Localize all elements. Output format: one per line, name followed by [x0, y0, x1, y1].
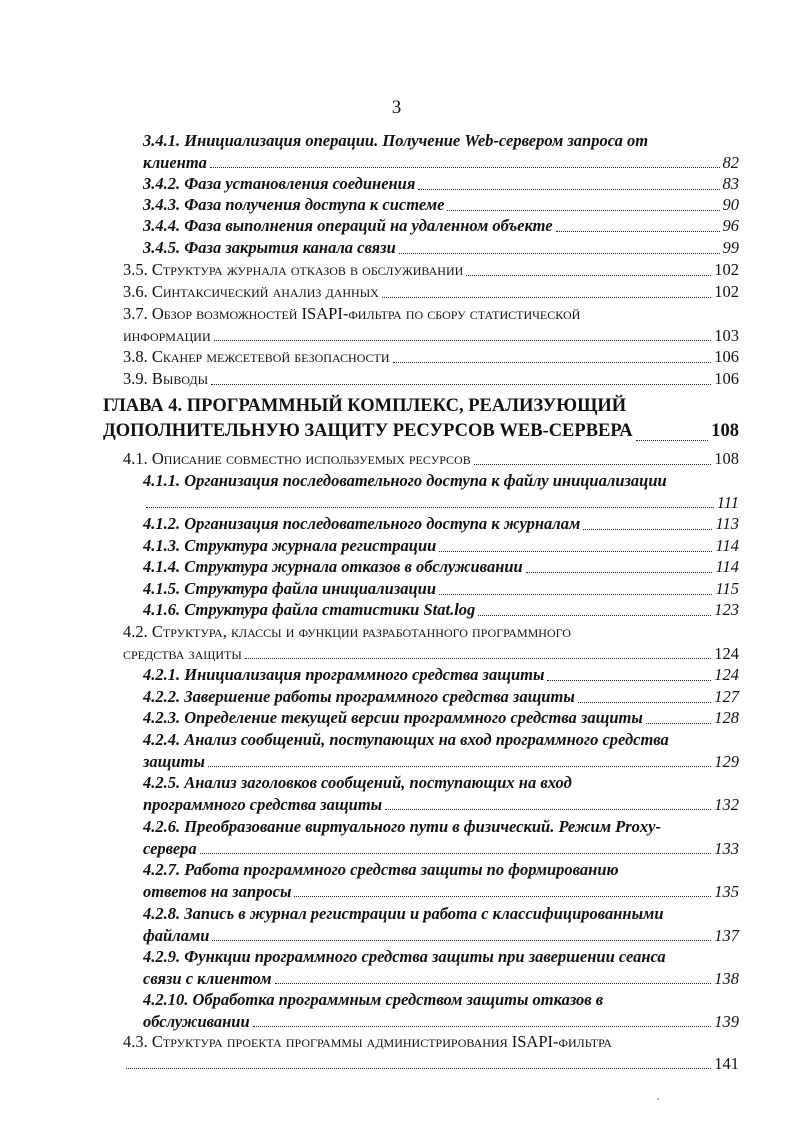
toc-page-number: 111: [716, 492, 739, 512]
toc-entry-text: 3.7. Обзор возможностей ISAPI-фильтра по сбору статистической: [123, 304, 581, 323]
toc-entry-text: 4.2.9. Функции программного средства защиты при завершении сеанса: [143, 947, 666, 966]
toc-entry[interactable]: [143, 946, 739, 989]
toc-entry[interactable]: [143, 130, 739, 173]
toc-entry-text: 3.4.1. Инициализация операции. Получение Web-сервером запроса от: [143, 131, 649, 150]
dot-leader: [418, 189, 719, 190]
toc-entry[interactable]: [143, 556, 739, 578]
toc-entry[interactable]: [103, 396, 739, 446]
dot-leader: [210, 167, 720, 168]
toc-entry[interactable]: [123, 303, 739, 346]
toc-page-number: 102: [714, 282, 739, 301]
toc-page-number: 96: [722, 216, 739, 235]
dot-leader: [646, 723, 711, 724]
toc-entry-text: 3.8. Сканер межсетевой безопасности: [123, 347, 390, 366]
toc-entry[interactable]: [123, 1031, 739, 1074]
dot-leader: [466, 275, 711, 276]
toc-entry[interactable]: [143, 816, 739, 859]
toc-page-number: 123: [714, 600, 739, 619]
toc-entry-text: защиты: [143, 751, 205, 771]
toc-page-number: 132: [714, 794, 739, 814]
toc-page-number: 141: [714, 1053, 739, 1073]
toc-page-number: 106: [714, 369, 739, 388]
toc-entry-text: 4.2.7. Работа программного средства защиты по формированию: [143, 860, 619, 879]
toc-entry-text: 4.2.3. Определение текущей версии программного средства защиты: [143, 708, 643, 727]
dot-leader: [556, 231, 720, 232]
toc-entry[interactable]: [143, 664, 739, 686]
toc-entry-text: 4.3. Структура проекта программы администрирования ISAPI-фильтра: [123, 1032, 612, 1051]
dot-leader: [245, 658, 711, 659]
toc-entry-text: 4.1.3. Структура журнала регистрации: [143, 536, 437, 555]
toc-page-number: 124: [714, 643, 739, 663]
toc-entry[interactable]: [123, 281, 739, 303]
toc-entry-text: 4.1.2. Организация последовательного доступа к журналам: [143, 514, 581, 533]
toc-page-number: 135: [714, 881, 739, 901]
toc-page-number: 83: [722, 174, 739, 193]
toc-entry-text: 4.2.1. Инициализация программного средства защиты: [143, 665, 545, 684]
dot-leader: [146, 507, 714, 508]
toc-entry-text: 3.4.2. Фаза установления соединения: [143, 174, 416, 193]
toc-page-number: 128: [714, 708, 739, 727]
toc-entry-text: 4.2. Структура, классы и функции разработанного программного: [123, 622, 571, 641]
dot-leader: [385, 809, 711, 810]
toc-page-number: 82: [722, 152, 739, 172]
toc-entry[interactable]: [123, 621, 739, 664]
page-number: 3: [391, 97, 402, 118]
toc-entry-text: 4.2.2. Завершение работы программного средства защиты: [143, 687, 575, 706]
toc-page-number: 114: [715, 536, 739, 555]
toc-page-number: 115: [715, 579, 739, 598]
dot-leader: [439, 594, 712, 595]
toc-entry-text: файлами: [143, 925, 210, 945]
toc-entry[interactable]: [143, 686, 739, 708]
dot-leader: [526, 572, 713, 573]
toc-page-number: 108: [711, 421, 739, 441]
toc-entry[interactable]: [123, 368, 739, 390]
toc-entry-text: 4.1.5. Структура файла инициализации: [143, 579, 437, 598]
toc-page-number: 129: [714, 751, 739, 771]
scan-speck: [657, 1098, 659, 1100]
dot-leader: [447, 210, 719, 211]
toc-entry[interactable]: [143, 707, 739, 729]
toc-entry-text: 3.5. Структура журнала отказов в обслуживании: [123, 260, 464, 279]
dot-leader: [275, 983, 712, 984]
toc-entry[interactable]: [143, 772, 739, 815]
toc-entry-text: 3.9. Выводы: [123, 369, 209, 388]
toc-entry-text: 4.1.1. Организация последовательного доступа к файлу инициализации: [143, 471, 667, 490]
toc-entry-text: обслуживании: [143, 1011, 250, 1031]
toc-entry[interactable]: [143, 513, 739, 535]
toc-entry-text: 4.2.4. Анализ сообщений, поступающих на вход программного средства: [143, 730, 669, 749]
toc-entry[interactable]: [143, 535, 739, 557]
toc-entry-text: 3.4.4. Фаза выполнения операций на удаленном объекте: [143, 216, 553, 235]
toc-page-number: 124: [714, 665, 739, 684]
toc-entry[interactable]: [143, 215, 739, 237]
toc-page-number: 106: [714, 347, 739, 366]
toc-entry-text: 4.2.5. Анализ заголовков сообщений, поступающих на вход: [143, 773, 572, 792]
dot-leader: [636, 440, 709, 441]
toc-entry[interactable]: [143, 470, 739, 513]
dot-leader: [126, 1068, 711, 1069]
toc-entry-text: 3.4.5. Фаза закрытия канала связи: [143, 238, 396, 257]
toc-entry[interactable]: [143, 903, 739, 946]
toc-page-number: 114: [715, 557, 739, 576]
toc-entry-text: ответов на запросы: [143, 881, 292, 901]
dot-leader: [478, 615, 711, 616]
toc-entry[interactable]: [143, 237, 739, 259]
dot-leader: [399, 253, 720, 254]
toc-entry-text: 4.2.8. Запись в журнал регистрации и работа с классифицированными: [143, 904, 664, 923]
toc-page-number: 139: [714, 1011, 739, 1031]
toc-entry[interactable]: [143, 194, 739, 216]
toc-entry-text: сервера: [143, 838, 197, 858]
toc-entry[interactable]: [123, 448, 739, 470]
toc-entry[interactable]: [123, 259, 739, 281]
toc-page-number: 133: [714, 838, 739, 858]
toc-entry-text: 4.1.4. Структура журнала отказов в обслуживании: [143, 557, 523, 576]
toc-entry[interactable]: [143, 729, 739, 772]
toc-page-number: 102: [714, 260, 739, 279]
toc-page-number: 99: [722, 238, 739, 257]
toc-entry-text: связи с клиентом: [143, 968, 272, 988]
toc-entry[interactable]: [143, 989, 739, 1032]
dot-leader: [583, 529, 712, 530]
toc-entry-text: ГЛАВА 4. ПРОГРАММНЫЙ КОМПЛЕКС, РЕАЛИЗУЮЩИЙ: [103, 396, 627, 416]
dot-leader: [382, 297, 711, 298]
toc-page-number: 138: [714, 968, 739, 988]
dot-leader: [208, 766, 711, 767]
toc-page-number: 103: [714, 325, 739, 345]
dot-leader: [547, 680, 711, 681]
dot-leader: [439, 551, 712, 552]
toc-entry-text: 4.2.10. Обработка программным средством защиты отказов в: [143, 990, 604, 1009]
toc-entry-text: информации: [123, 325, 211, 345]
toc-entry[interactable]: [143, 173, 739, 195]
toc-entry-text: 4.1.6. Структура файла статистики Stat.log: [143, 600, 476, 619]
toc-entry-text: программного средства защиты: [143, 794, 383, 814]
toc-entry-text: средства защиты: [123, 643, 242, 663]
toc-page-number: 108: [714, 449, 739, 468]
toc-page-number: 127: [714, 687, 739, 706]
toc-entry[interactable]: [143, 599, 739, 621]
toc-entry-text: клиента: [143, 152, 207, 172]
dot-leader: [212, 940, 711, 941]
toc-page-number: 90: [722, 195, 739, 214]
toc-page-number: 137: [714, 925, 739, 945]
dot-leader: [393, 362, 712, 363]
dot-leader: [578, 702, 711, 703]
toc-entry-text: ДОПОЛНИТЕЛЬНУЮ ЗАЩИТУ РЕСУРСОВ WEB-СЕРВЕРА: [103, 421, 633, 441]
dot-leader: [474, 464, 712, 465]
dot-leader: [214, 340, 712, 341]
toc-entry-text: 3.4.3. Фаза получения доступа к системе: [143, 195, 445, 214]
toc-entry[interactable]: [143, 578, 739, 600]
dot-leader: [253, 1026, 712, 1027]
toc-entry-text: 3.6. Синтаксический анализ данных: [123, 282, 379, 301]
dot-leader: [294, 896, 711, 897]
dot-leader: [200, 853, 712, 854]
toc-entry-text: 4.1. Описание совместно используемых ресурсов: [123, 449, 471, 468]
toc-page-number: 113: [715, 514, 739, 533]
dot-leader: [211, 384, 711, 385]
toc-entry-text: 4.2.6. Преобразование виртуального пути в физический. Режим Proxy-: [143, 817, 661, 836]
toc-entry[interactable]: [123, 346, 739, 368]
toc-entry[interactable]: [143, 859, 739, 902]
